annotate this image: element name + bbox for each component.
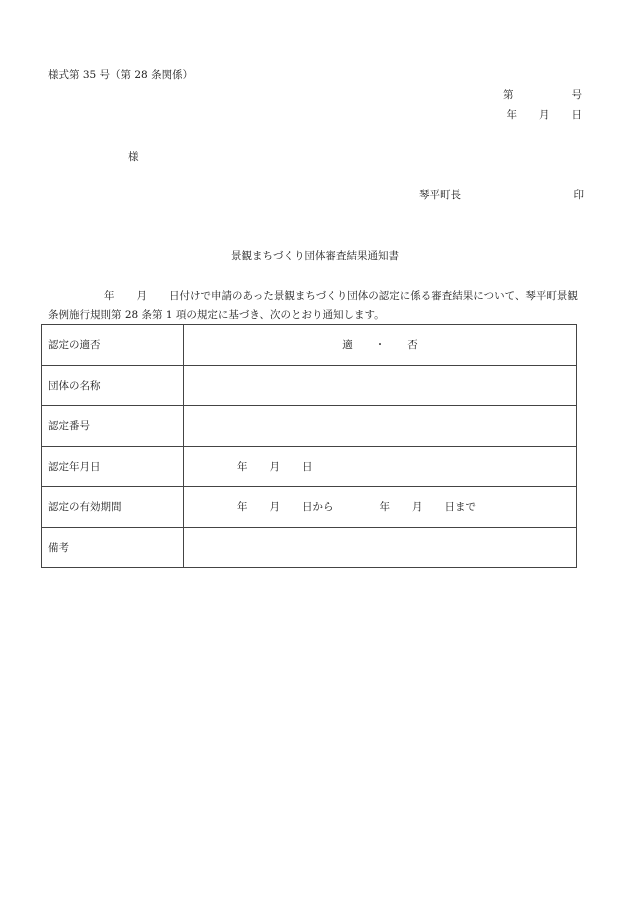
sender-name: 琴平町長 [419, 189, 461, 201]
row-label-cert-number: 認定番号 [42, 406, 184, 447]
number-prefix: 第 [503, 89, 514, 101]
approval-yes: 適 [342, 339, 353, 352]
approval-separator: ・ [374, 339, 386, 352]
cert-year-label: 年 [237, 460, 248, 473]
period-to-year: 年 [379, 501, 390, 514]
table-row [42, 446, 577, 487]
issue-date-line [507, 107, 583, 122]
table-row [42, 325, 577, 366]
period-from-year: 年 [237, 501, 248, 514]
period-to-month: 月 [412, 501, 423, 514]
number-suffix: 号 [571, 89, 582, 101]
approval-no: 否 [407, 339, 418, 352]
issue-month-label: 月 [539, 109, 550, 121]
table-row [42, 365, 577, 406]
issue-day-label: 日 [571, 109, 582, 121]
row-label-approval: 認定の適否 [42, 325, 184, 366]
issue-year-label: 年 [506, 109, 517, 121]
period-from-month: 月 [269, 501, 280, 514]
document-title: 景観まちづくり団体審査結果通知書 [231, 250, 399, 262]
body-text-main: 日付けで申請のあった景観まちづくり団体の認定に係る審査結果について、琴平町景観条例施行規則第 28 条第 1 項の規定に基づき、次のとおり通知します。 [48, 290, 578, 321]
row-label-cert-date: 認定年月日 [42, 446, 184, 487]
row-label-valid-period: 認定の有効期間 [42, 487, 184, 528]
valid-period-value [184, 487, 577, 528]
cert-date-value [184, 446, 577, 487]
cert-number-value [184, 406, 577, 447]
period-from-day: 日から [302, 501, 334, 514]
body-year-label: 年 [104, 290, 115, 302]
row-label-group-name: 団体の名称 [42, 365, 184, 406]
table-row [42, 487, 577, 528]
addressee-line: 様 [128, 151, 139, 163]
cert-month-label: 月 [269, 460, 280, 473]
body-month-label: 月 [136, 290, 147, 302]
remarks-value [184, 527, 577, 568]
row-label-remarks: 備考 [42, 527, 184, 568]
body-paragraph [48, 287, 588, 325]
sender-line [419, 187, 584, 202]
period-to-day: 日まで [444, 501, 476, 514]
form-number: 様式第 35 号（第 28 条関係） [48, 69, 194, 81]
table-row [42, 406, 577, 447]
document-number-line [503, 87, 582, 102]
table-row [42, 527, 577, 568]
seal-mark: 印 [573, 189, 584, 201]
cert-day-label: 日 [302, 460, 313, 473]
result-table [41, 324, 577, 568]
group-name-value [184, 365, 577, 406]
approval-value [184, 325, 577, 366]
